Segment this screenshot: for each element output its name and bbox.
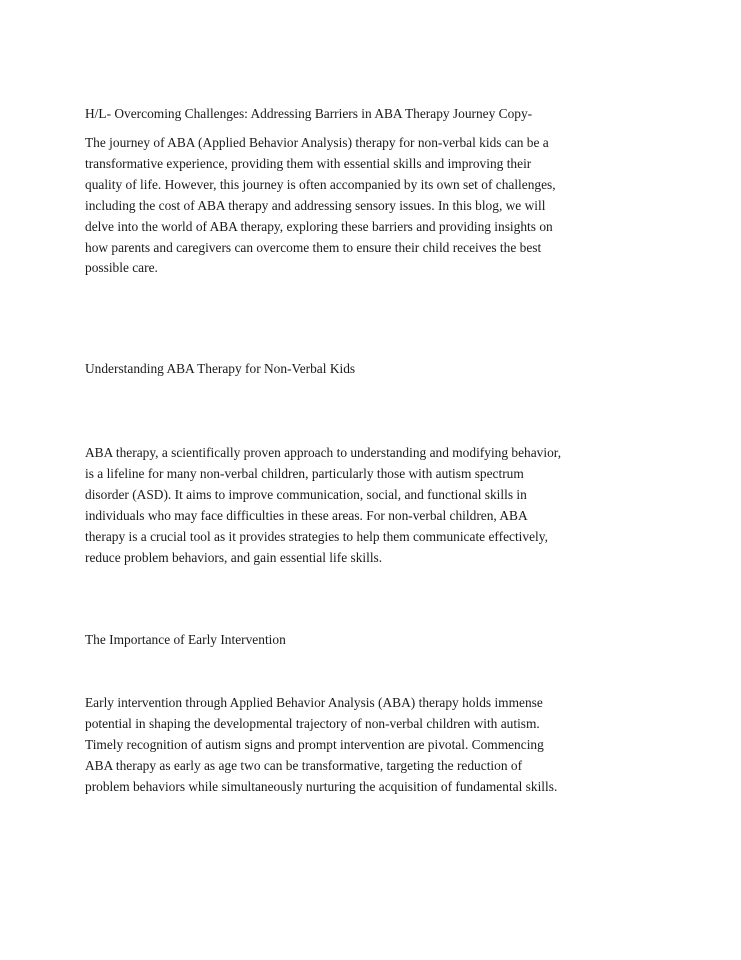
section-heading-early-intervention bbox=[85, 630, 655, 651]
section-paragraph-early-intervention bbox=[85, 693, 655, 798]
paragraph-line: transformative experience, providing them with essential skills and improving their bbox=[85, 155, 532, 171]
paragraph-line: ABA therapy, a scientifically proven approach to understanding and modifying behavior, bbox=[85, 445, 562, 460]
paragraph-line: how parents and caregivers can overcome them to ensure their child receives the best bbox=[85, 239, 542, 255]
paragraph-line: potential in shaping the developmental trajectory of non-verbal children with autism. bbox=[85, 715, 540, 731]
paragraph-line: therapy is a crucial tool as it provides strategies to help them communicate effectively, bbox=[85, 528, 548, 544]
paragraph-line: delve into the world of ABA therapy, exploring these barriers and providing insights on bbox=[85, 218, 553, 234]
paragraph-line: disorder (ASD). It aims to improve communication, social, and functional skills in bbox=[85, 486, 527, 502]
title-line: H/L- Overcoming Challenges: Addressing Barriers in ABA Therapy Journey Copy- bbox=[85, 106, 533, 121]
paragraph-line: is a lifeline for many non-verbal children, particularly those with autism spectrum bbox=[85, 465, 524, 481]
paragraph-line: possible care. bbox=[85, 260, 158, 276]
paragraph-line: reduce problem behaviors, and gain essential life skills. bbox=[85, 549, 383, 565]
paragraph-line: problem behaviors while simultaneously nurturing the acquisition of fundamental skills. bbox=[85, 778, 558, 794]
document-title bbox=[85, 104, 655, 125]
section-heading-understanding bbox=[85, 359, 655, 380]
paragraph-line: Early intervention through Applied Behavior Analysis (ABA) therapy holds immense bbox=[85, 695, 543, 710]
paragraph-line: Timely recognition of autism signs and prompt intervention are pivotal. Commencing bbox=[85, 736, 544, 752]
paragraph-line: The journey of ABA (Applied Behavior Analysis) therapy for non-verbal kids can be a bbox=[85, 135, 549, 150]
section-paragraph-understanding bbox=[85, 443, 655, 568]
heading-text: Understanding ABA Therapy for Non-Verbal Kids bbox=[85, 361, 356, 376]
paragraph-line: including the cost of ABA therapy and addressing sensory issues. In this blog, we will bbox=[85, 197, 546, 213]
paragraph-line: ABA therapy as early as age two can be transformative, targeting the reduction of bbox=[85, 757, 523, 773]
paragraph-line: individuals who may face difficulties in these areas. For non-verbal children, ABA bbox=[85, 507, 528, 523]
paragraph-line: quality of life. However, this journey is often accompanied by its own set of challenges, bbox=[85, 176, 556, 192]
intro-paragraph bbox=[85, 133, 655, 279]
heading-text: The Importance of Early Intervention bbox=[85, 632, 286, 647]
